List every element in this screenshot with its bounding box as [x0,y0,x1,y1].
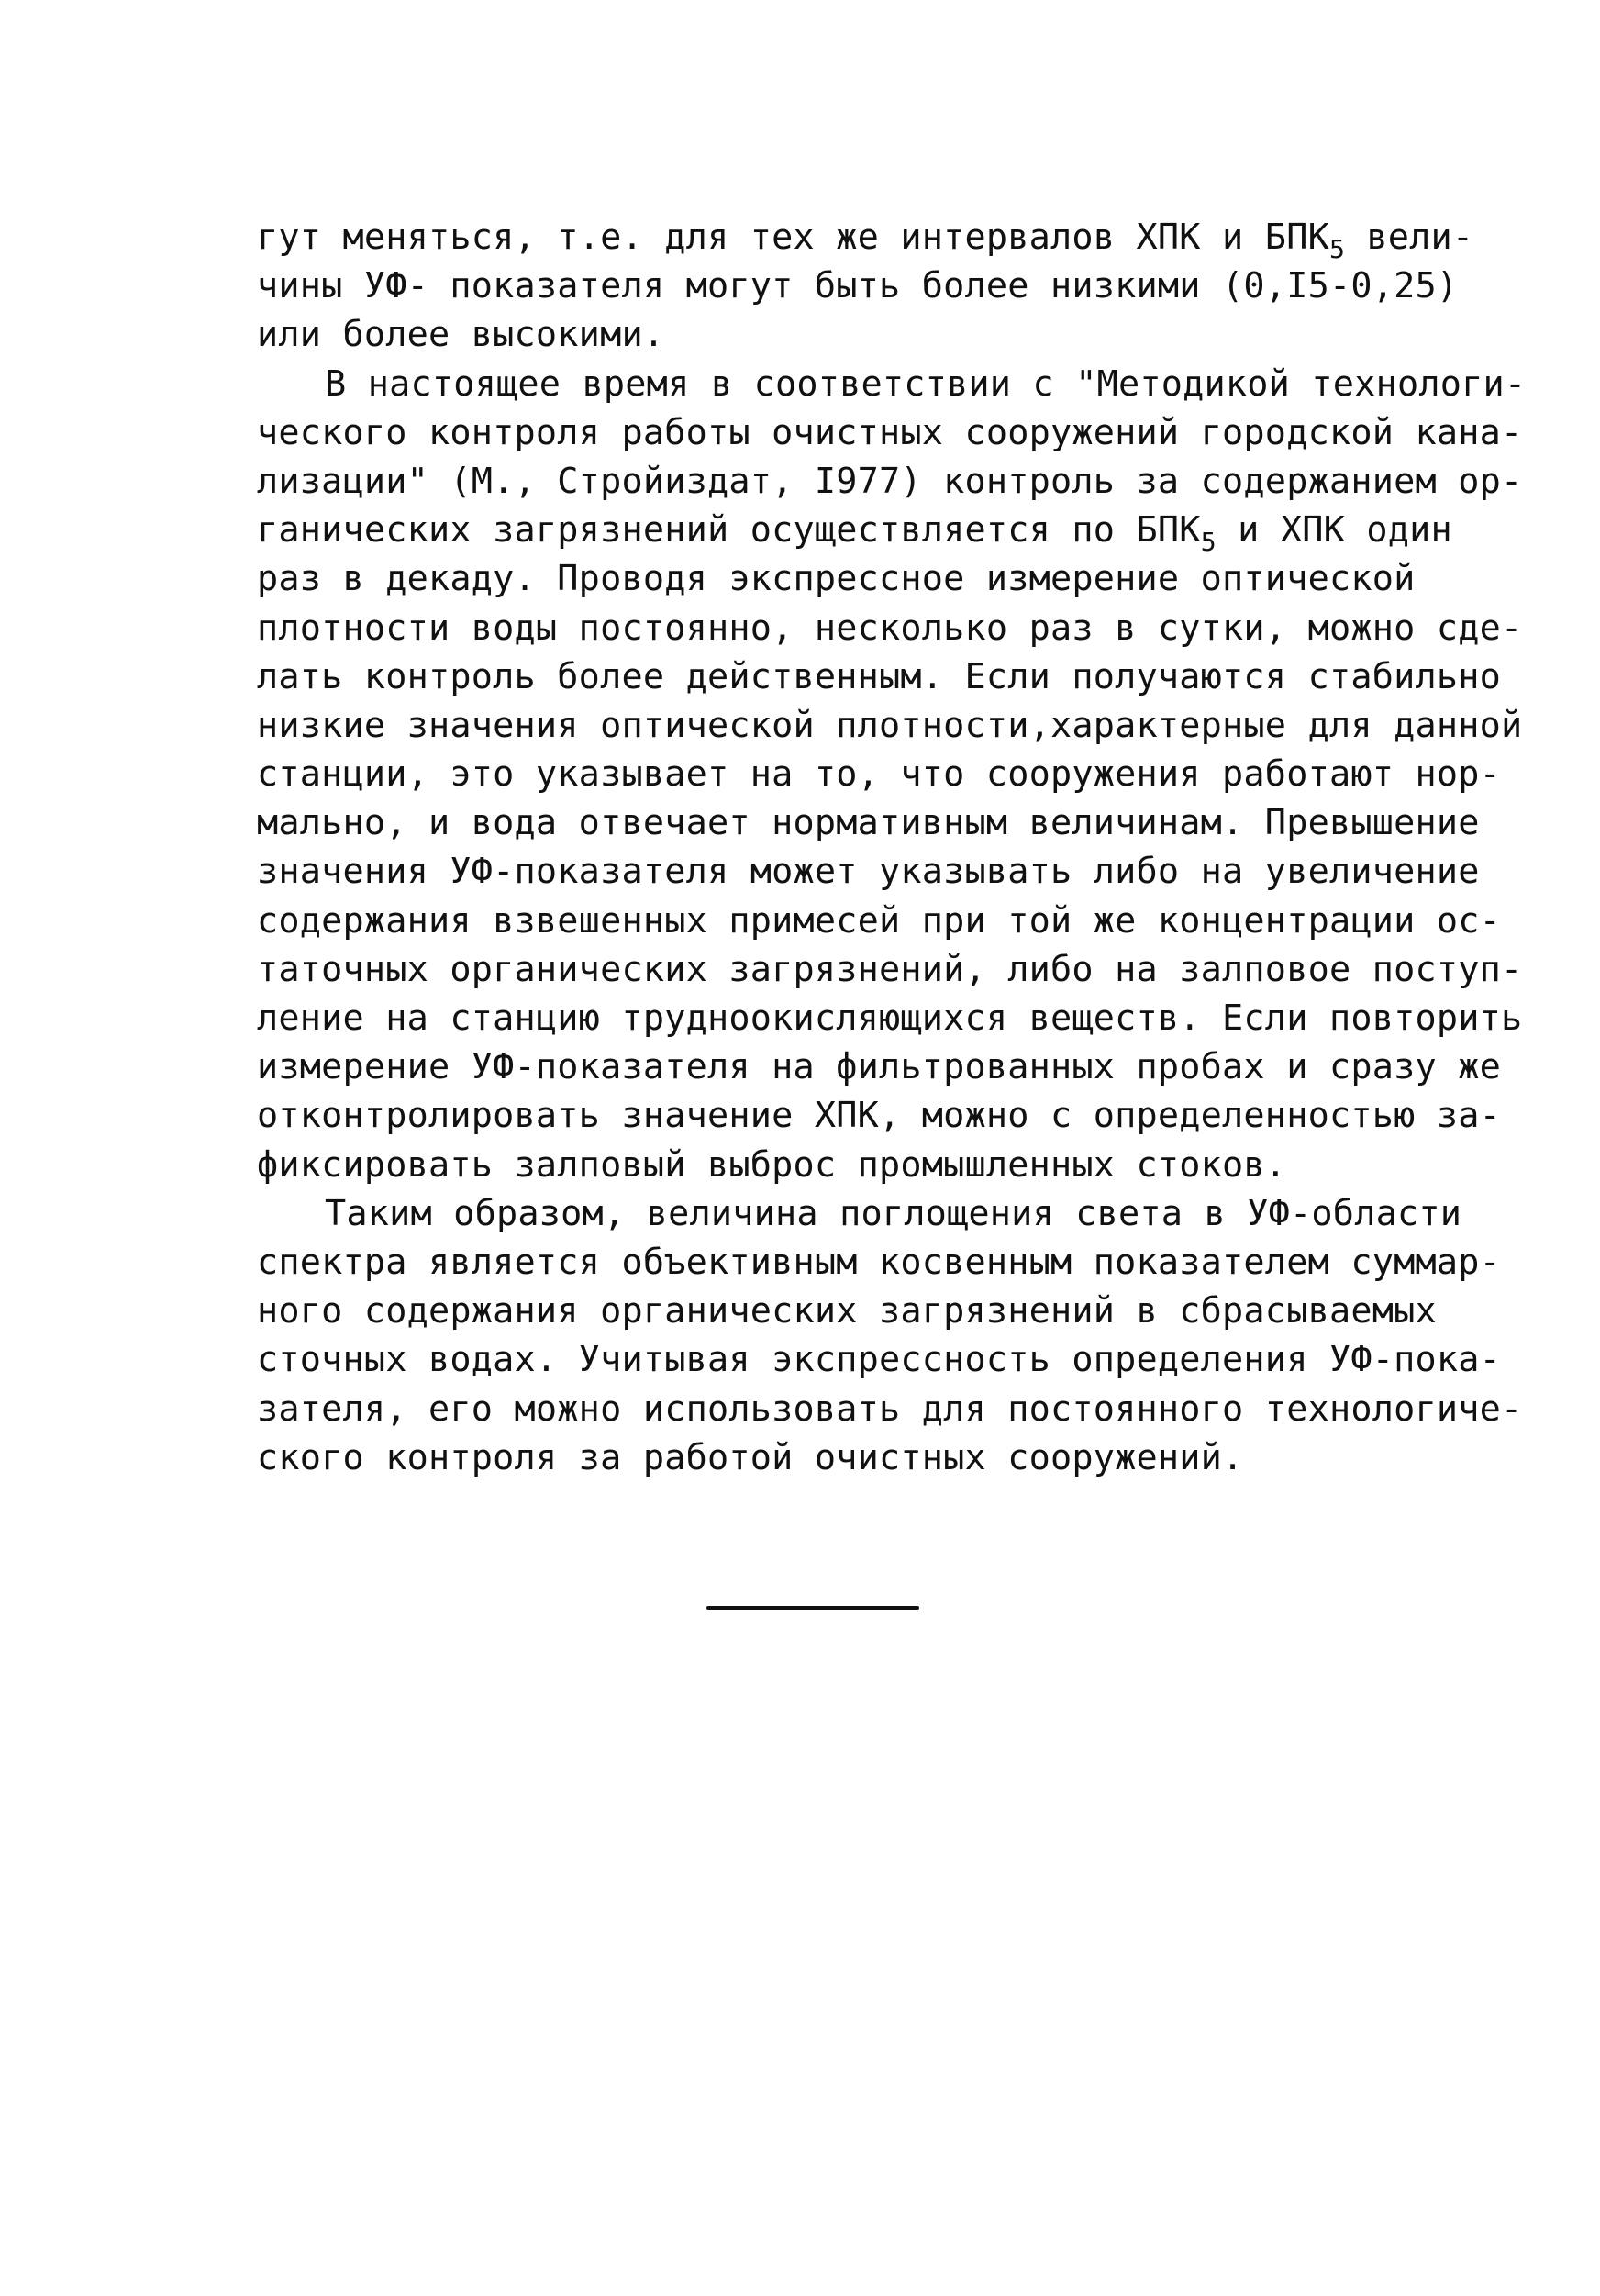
text-line: ного содержания органических загрязнений в сбрасываемых [257,1290,1437,1332]
text-line: зателя, его можно использовать для постоянного технологиче- [257,1388,1523,1430]
text-line [257,213,1474,264]
text-line [257,506,1452,558]
text-line: ление на станцию трудноокисляющихся веществ. Если повторить [257,998,1523,1039]
text-line: содержания взвешенных примесей при той же концентрации ос- [257,899,1501,942]
subscript: 5 [1200,527,1217,558]
text-line: плотности воды постоянно, несколько раз в сутки, можно сде- [257,607,1523,649]
text-line: ского контроля за работой очистных сооружений. [257,1436,1244,1478]
text-line: лать контроль более действенным. Если получаются стабильно [257,655,1501,697]
text-line: таточных органических загрязнений, либо на залповое поступ- [257,948,1523,990]
text-line: Таким образом, величина поглощения света в УФ-области [325,1192,1462,1234]
text-line: значения УФ-показателя может указывать либо на увеличение [257,851,1480,893]
section-end-divider [706,1606,919,1610]
paragraph-1 [257,213,1474,360]
text-line: низкие значения оптической плотности,характерные для данной [257,704,1523,746]
text-line: фиксировать залповый выброс промышленных стоков. [257,1143,1287,1186]
text-line: чины УФ- показателя могут быть более низкими (0,I5-0,25) [257,265,1459,307]
text-line: В настоящее время в соответствии с "Методикой технологи- [325,362,1527,405]
text-segment: гут меняться, т.е. для тех же интервалов ХПК и БПК [257,217,1329,258]
text-line: ческого контроля работы очистных сооружений городской кана- [257,411,1523,453]
text-line: лизации" (М., Стройиздат, I977) контроль за содержанием ор- [257,460,1523,502]
text-line: измерение УФ-показателя на фильтрованных пробах и сразу же [257,1046,1501,1088]
text-line: сточных водах. Учитывая экспрессность определения УФ-пока- [257,1339,1501,1381]
text-line: спектра является объективным косвенным показателем суммар- [257,1241,1501,1283]
text-segment: и ХПК один [1216,509,1452,552]
text-line: станции, это указывает на то, что сооружения работают нор- [257,753,1501,796]
text-line: или более высокими. [257,314,665,356]
paragraph-2 [257,360,1527,1189]
text-line: мально, и вода отвечает нормативным величинам. Превышение [257,802,1480,844]
text-segment: вели- [1345,217,1474,258]
subscript: 5 [1328,234,1346,264]
text-line: раз в декаду. Проводя экспрессное измерение оптической [257,558,1416,600]
text-segment: ганических загрязнений осуществляется по БПК [257,509,1201,552]
document-page [257,213,1527,1482]
text-line: отконтролировать значение ХПК, можно с определенностью за- [257,1095,1501,1137]
paragraph-3 [257,1189,1523,1482]
